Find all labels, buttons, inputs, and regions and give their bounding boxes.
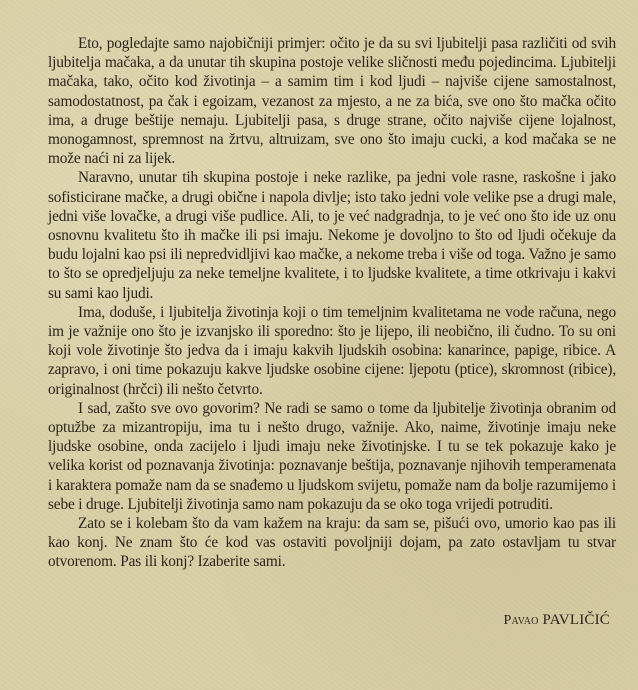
paragraph-4: I sad, zašto sve ovo govorim? Ne radi se samo o tome da ljubitelje životinja obranim od optužbe za mizantropiju, ima tu i nešto drugo, važnije. Ako, naime, životinje imaju neke ljudske osobine, onda zacijelo i ljudi imaju neke životinjske. I tu se tek pokazuje kako je velika korist od poznavanja životinja: poznavanje beštija, poznavanje njihovih temperamenata i karaktera pomaže nam da se snađemo u ljudskom svijetu, pomaže nam da bolje razumijemo i sebe i druge. Ljubitelji životinja samo nam pokazuju da se oko toga vrijedi potruditi. [48, 399, 616, 513]
author-first-name: Pavao [503, 613, 539, 628]
author-last-name: PAVLIČIĆ [542, 612, 610, 628]
paragraph-3: Ima, doduše, i ljubitelja životinja koji o tim temeljnim kvalitetama ne vode računa, nego im je važnije ono što je izvanjsko ili sporedno: što je lijepo, ili neobično, ili čudno. To su oni koji vole životinje što jedva da i imaju kakvih ljudskih osobina: kanarince, papige, ribice. A zapravo, i oni time pokazuju kakve ljudske osobine cijene: ljepotu (ptice), skromnost (ribice), originalnost (hrčci) ili nešto četvrto. [48, 303, 616, 398]
author-signature [503, 612, 610, 629]
paragraph-1: Eto, pogledajte samo najobičniji primjer: očito je da su svi ljubitelji pasa različiti od svih ljubitelja mačaka, a da unutar tih skupina postoje velike sličnosti među pojedincima. Ljubitelji mačaka, tako, očito kod životinja – a samim tim i kod ljudi – najviše cijene samostalnost, samodostatnost, pa čak i egoizam, vezanost za mjesto, a ne za bića, sve ono što mačka očito ima, a druge beštije nemaju. Ljubitelji pasa, s druge strane, očito najviše cijene lojalnost, monogamnost, spremnost na žrtvu, altruizam, sve ono što imaju cucki, a kod mačaka se ne može naći ni za lijek. [48, 35, 616, 168]
paragraph-2: Naravno, unutar tih skupina postoje i neke razlike, pa jedni vole rasne, raskošne i jako sofisticirane mačke, a drugi obične i napola divlje; isto tako jedni vole velike pse a drugi male, jedni više lovačke, a drugi više pudlice. Ali, to je već nadgradnja, to je već ono što ide uz onu osnovnu kvalitetu što ih mačke ili psi imaju. Nekome je dovoljno to što od ljudi očekuje da budu lojalni kao psi ili nepredvidljivi kao mačke, a nekome treba i više od toga. Važno je samo to što se opredjeljuju za neke temeljne kvalitete, i to ljudske kvalitete, a time otkrivaju i kakvi su sami kao ljudi. [48, 169, 616, 302]
paragraph-5: Zato se i kolebam što da vam kažem na kraju: da sam se, pišući ovo, umorio kao pas ili kao konj. Ne znam što će kod vas ostaviti povoljniji dojam, pa zato ostavljam tu stvar otvorenom. Pas ili konj? Izaberite sami. [48, 515, 616, 571]
article-body [48, 34, 616, 572]
